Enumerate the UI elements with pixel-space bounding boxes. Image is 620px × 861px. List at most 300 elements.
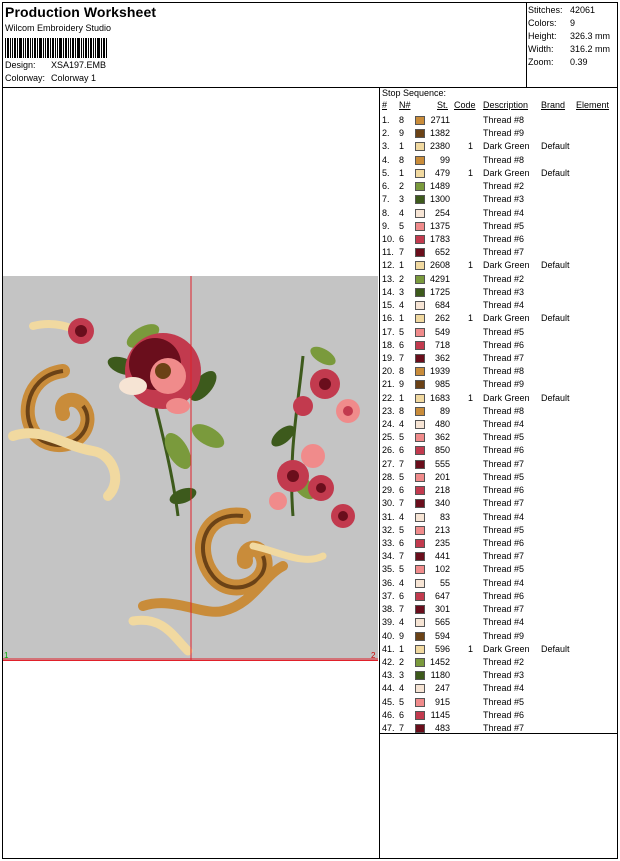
color-swatch	[415, 486, 425, 495]
row-needle: 6	[399, 485, 405, 496]
color-swatch	[415, 632, 425, 641]
stat-label: Colors:	[528, 18, 557, 28]
stats-divider	[526, 2, 527, 87]
stats-panel	[528, 4, 610, 69]
table-row	[382, 484, 618, 497]
row-description: Thread #5	[483, 220, 525, 231]
row-index: 3.	[382, 141, 390, 152]
row-index: 7.	[382, 194, 390, 205]
color-swatch	[415, 354, 425, 363]
row-needle: 4	[399, 207, 405, 218]
row-index: 47.	[382, 723, 395, 734]
row-description: Thread #6	[483, 233, 525, 244]
row-needle: 6	[399, 538, 405, 548]
row-description: Thread #5	[483, 326, 525, 337]
flower-cluster-right	[269, 369, 360, 528]
row-index: 16.	[382, 313, 395, 324]
row-needle: 7	[399, 551, 405, 562]
row-brand: Default	[541, 141, 570, 152]
table-row	[382, 537, 618, 550]
stop-sequence-list	[382, 114, 618, 735]
color-swatch	[415, 618, 425, 627]
row-needle: 3	[399, 194, 405, 205]
table-row	[382, 563, 618, 576]
color-swatch	[415, 142, 425, 151]
table-row	[382, 471, 618, 484]
row-description: Thread #9	[483, 128, 525, 139]
row-stitches: 99	[439, 154, 450, 165]
color-swatch	[415, 446, 425, 455]
row-index: 18.	[382, 339, 395, 350]
table-row	[382, 167, 618, 180]
row-description: Thread #4	[483, 419, 525, 430]
color-swatch	[415, 314, 425, 323]
row-needle: 1	[399, 167, 405, 178]
row-needle: 6	[399, 233, 405, 244]
table-row	[382, 524, 618, 537]
row-stitches: 915	[434, 696, 450, 707]
row-code: 1	[467, 643, 473, 654]
row-description: Thread #4	[483, 577, 525, 588]
color-swatch	[415, 645, 425, 654]
stat-row	[528, 43, 610, 56]
row-stitches: 1375	[429, 220, 450, 231]
row-needle: 8	[399, 405, 405, 416]
color-swatch	[415, 235, 425, 244]
row-stitches: 1452	[429, 656, 450, 667]
color-swatch	[415, 129, 425, 138]
row-description: Thread #8	[483, 154, 525, 165]
row-index: 10.	[382, 233, 395, 244]
table-row	[382, 550, 618, 563]
color-swatch	[415, 724, 425, 733]
row-needle: 6	[399, 709, 405, 720]
table-row	[382, 616, 618, 629]
table-row	[382, 630, 618, 643]
row-stitches: 1300	[429, 194, 450, 205]
row-index: 8.	[382, 207, 390, 218]
color-swatch	[415, 698, 425, 707]
row-index: 41.	[382, 643, 395, 654]
table-row	[382, 722, 618, 735]
row-stitches: 2380	[429, 141, 450, 152]
row-needle: 1	[399, 141, 405, 152]
stat-value: 316.2 mm	[570, 44, 611, 54]
color-swatch	[415, 552, 425, 561]
row-stitches: 684	[434, 300, 450, 311]
table-row	[382, 682, 618, 695]
row-needle: 8	[399, 366, 405, 377]
design-preview	[3, 276, 378, 660]
row-needle: 2	[399, 181, 405, 192]
row-description: Thread #2	[483, 181, 525, 192]
table-row	[382, 127, 618, 140]
row-description: Thread #3	[483, 194, 525, 205]
row-needle: 5	[399, 326, 405, 337]
table-row	[382, 140, 618, 153]
color-swatch	[415, 275, 425, 284]
row-index: 20.	[382, 366, 395, 377]
row-description: Thread #7	[483, 247, 525, 258]
row-index: 15.	[382, 300, 395, 311]
col-stitches: St.	[437, 100, 449, 110]
row-description: Thread #6	[483, 590, 525, 601]
color-swatch	[415, 711, 425, 720]
table-row	[382, 458, 618, 471]
color-swatch	[415, 684, 425, 693]
color-swatch	[415, 420, 425, 429]
row-description: Thread #2	[483, 273, 525, 284]
row-description: Dark Green	[483, 167, 530, 178]
color-swatch	[415, 579, 425, 588]
row-needle: 1	[399, 313, 405, 324]
row-code: 1	[467, 167, 473, 178]
row-description: Thread #5	[483, 696, 525, 707]
row-index: 6.	[382, 181, 390, 192]
table-row	[382, 326, 618, 339]
design-label: Design:	[5, 60, 36, 70]
row-needle: 5	[399, 471, 405, 482]
row-brand: Default	[541, 167, 570, 178]
table-row	[382, 378, 618, 391]
table-row	[382, 207, 618, 220]
color-swatch	[415, 671, 425, 680]
row-index: 43.	[382, 670, 395, 681]
colorway-row	[5, 73, 96, 84]
row-needle: 1	[399, 260, 405, 271]
table-row	[382, 497, 618, 510]
row-needle: 3	[399, 670, 405, 681]
end-marker: 2	[371, 651, 376, 660]
stop-sequence-title: Stop Sequence:	[382, 88, 447, 98]
row-stitches: 483	[434, 723, 450, 734]
row-needle: 7	[399, 352, 405, 363]
stat-row	[528, 30, 610, 43]
row-stitches: 985	[434, 379, 450, 390]
row-stitches: 1939	[429, 366, 450, 377]
row-stitches: 213	[434, 524, 450, 535]
table-row	[382, 299, 618, 312]
header-divider	[2, 87, 618, 88]
row-needle: 2	[399, 273, 405, 284]
column-divider	[379, 87, 380, 859]
row-needle: 4	[399, 683, 405, 694]
color-swatch	[415, 513, 425, 522]
row-needle: 5	[399, 432, 405, 443]
gold-scroll-right	[133, 516, 323, 651]
row-needle: 9	[399, 630, 405, 641]
color-swatch	[415, 394, 425, 403]
row-stitches: 1489	[429, 181, 450, 192]
row-stitches: 441	[434, 551, 450, 562]
row-index: 11.	[382, 247, 394, 258]
row-index: 45.	[382, 696, 395, 707]
row-stitches: 55	[439, 577, 450, 588]
row-description: Thread #4	[483, 683, 525, 694]
row-description: Thread #7	[483, 723, 525, 734]
row-index: 32.	[382, 524, 395, 535]
row-code: 1	[467, 313, 473, 324]
stat-label: Width:	[528, 44, 554, 54]
color-swatch	[415, 367, 425, 376]
start-marker: 1	[4, 651, 9, 660]
color-swatch	[415, 592, 425, 601]
row-needle: 8	[399, 154, 405, 165]
row-stitches: 218	[434, 485, 450, 496]
stat-label: Height:	[528, 31, 557, 41]
row-description: Thread #5	[483, 432, 525, 443]
row-description: Thread #7	[483, 498, 525, 509]
row-description: Thread #7	[483, 352, 525, 363]
row-needle: 7	[399, 604, 405, 615]
row-stitches: 254	[434, 207, 450, 218]
gold-scroll-left	[13, 324, 115, 496]
color-swatch	[415, 565, 425, 574]
color-swatch	[415, 116, 425, 125]
color-swatch	[415, 539, 425, 548]
table-row	[382, 603, 618, 616]
row-stitches: 1145	[430, 709, 450, 720]
row-brand: Default	[541, 260, 570, 271]
color-swatch	[415, 380, 425, 389]
row-needle: 5	[399, 524, 405, 535]
color-swatch	[415, 261, 425, 270]
stat-row	[528, 4, 610, 17]
row-needle: 6	[399, 590, 405, 601]
row-needle: 4	[399, 617, 405, 628]
color-swatch	[415, 341, 425, 350]
stat-label: Zoom:	[528, 57, 554, 67]
table-row	[382, 259, 618, 272]
color-swatch	[415, 288, 425, 297]
row-index: 40.	[382, 630, 395, 641]
row-description: Thread #8	[483, 405, 525, 416]
row-index: 13.	[382, 273, 395, 284]
row-description: Thread #4	[483, 300, 525, 311]
stat-row	[528, 17, 610, 30]
table-row	[382, 669, 618, 682]
row-stitches: 83	[439, 511, 450, 522]
table-row	[382, 418, 618, 431]
design-row	[5, 60, 106, 71]
row-stitches: 1180	[430, 670, 450, 681]
row-index: 34.	[382, 551, 395, 562]
color-swatch	[415, 156, 425, 165]
row-needle: 7	[399, 498, 405, 509]
row-index: 4.	[382, 154, 390, 165]
row-stitches: 549	[434, 326, 450, 337]
color-swatch	[415, 433, 425, 442]
table-row	[382, 180, 618, 193]
row-index: 27.	[382, 458, 395, 469]
row-index: 26.	[382, 445, 395, 456]
row-description: Thread #7	[483, 604, 525, 615]
row-index: 39.	[382, 617, 395, 628]
row-index: 25.	[382, 432, 395, 443]
table-row	[382, 312, 618, 325]
row-index: 12.	[382, 260, 395, 271]
row-index: 21.	[382, 379, 395, 390]
row-stitches: 1683	[429, 392, 450, 403]
row-needle: 3	[399, 286, 405, 297]
row-description: Thread #3	[483, 670, 525, 681]
color-swatch	[415, 195, 425, 204]
table-row	[382, 590, 618, 603]
row-stitches: 647	[434, 590, 450, 601]
row-stitches: 4291	[429, 273, 450, 284]
table-row	[382, 365, 618, 378]
row-index: 46.	[382, 709, 395, 720]
row-description: Thread #4	[483, 511, 525, 522]
table-row	[382, 392, 618, 405]
row-needle: 6	[399, 339, 405, 350]
color-swatch	[415, 526, 425, 535]
row-description: Thread #6	[483, 445, 525, 456]
col-index: #	[382, 100, 388, 110]
row-needle: 7	[399, 723, 405, 734]
color-swatch	[415, 473, 425, 482]
color-swatch	[415, 248, 425, 257]
row-needle: 4	[399, 511, 405, 522]
row-index: 42.	[382, 656, 395, 667]
row-index: 31.	[382, 511, 395, 522]
color-swatch	[415, 499, 425, 508]
table-row	[382, 696, 618, 709]
row-index: 44.	[382, 683, 395, 694]
row-stitches: 1783	[429, 233, 450, 244]
table-row	[382, 233, 618, 246]
table-row	[382, 193, 618, 206]
row-stitches: 652	[434, 247, 450, 258]
row-index: 1.	[382, 115, 390, 125]
row-needle: 8	[399, 115, 405, 125]
row-index: 37.	[382, 590, 395, 601]
table-row	[382, 709, 618, 722]
color-swatch	[415, 222, 425, 231]
row-code: 1	[467, 392, 473, 403]
table-row	[382, 431, 618, 444]
row-stitches: 850	[434, 445, 450, 456]
row-stitches: 102	[434, 564, 450, 575]
table-row	[382, 339, 618, 352]
row-needle: 9	[399, 379, 405, 390]
row-stitches: 1725	[429, 286, 450, 297]
row-description: Thread #9	[483, 379, 525, 390]
row-description: Thread #2	[483, 656, 525, 667]
colorway-value: Colorway 1	[51, 73, 97, 83]
row-index: 2.	[382, 128, 390, 139]
row-description: Thread #5	[483, 524, 525, 535]
table-row	[382, 577, 618, 590]
row-index: 33.	[382, 538, 395, 548]
row-index: 35.	[382, 564, 395, 575]
row-description: Thread #7	[483, 458, 525, 469]
color-swatch	[415, 328, 425, 337]
table-row	[382, 643, 618, 656]
row-description: Thread #5	[483, 471, 525, 482]
row-needle: 7	[399, 247, 405, 258]
row-stitches: 201	[434, 471, 450, 482]
row-index: 17.	[382, 326, 395, 337]
row-index: 36.	[382, 577, 395, 588]
row-description: Thread #9	[483, 630, 525, 641]
row-stitches: 89	[439, 405, 450, 416]
row-stitches: 362	[434, 352, 450, 363]
row-description: Thread #7	[483, 551, 525, 562]
row-stitches: 718	[434, 339, 450, 350]
table-row	[382, 444, 618, 457]
row-stitches: 565	[434, 617, 450, 628]
table-row	[382, 286, 618, 299]
row-code: 1	[467, 141, 473, 152]
row-stitches: 1382	[429, 128, 450, 139]
row-needle: 7	[399, 458, 405, 469]
row-stitches: 247	[434, 683, 450, 694]
row-needle: 4	[399, 577, 405, 588]
stat-row	[528, 56, 610, 69]
row-code: 1	[467, 260, 473, 271]
row-needle: 2	[399, 656, 405, 667]
row-description: Thread #6	[483, 538, 525, 548]
row-index: 29.	[382, 485, 395, 496]
row-stitches: 340	[434, 498, 450, 509]
page-title: Production Worksheet	[5, 4, 157, 20]
row-description: Thread #8	[483, 366, 525, 377]
col-element: Element	[576, 100, 610, 110]
row-index: 28.	[382, 471, 395, 482]
color-swatch	[415, 169, 425, 178]
row-needle: 4	[399, 300, 405, 311]
row-description: Dark Green	[483, 643, 530, 654]
table-row	[382, 114, 618, 127]
row-stitches: 555	[434, 458, 450, 469]
table-row	[382, 154, 618, 167]
software-name: Wilcom Embroidery Studio	[5, 23, 112, 33]
row-index: 30.	[382, 498, 395, 509]
table-row	[382, 246, 618, 259]
row-stitches: 235	[434, 538, 450, 548]
row-needle: 5	[399, 696, 405, 707]
row-needle: 4	[399, 419, 405, 430]
row-description: Dark Green	[483, 260, 530, 271]
row-needle: 9	[399, 128, 405, 139]
embroidery-artwork	[3, 276, 378, 660]
row-index: 14.	[382, 286, 395, 297]
row-stitches: 479	[434, 167, 450, 178]
row-description: Thread #8	[483, 115, 525, 125]
row-stitches: 2608	[429, 260, 450, 271]
row-description: Thread #4	[483, 617, 525, 628]
stat-label: Stitches:	[528, 5, 563, 15]
row-needle: 1	[399, 392, 405, 403]
color-swatch	[415, 658, 425, 667]
row-stitches: 301	[434, 604, 450, 615]
barcode	[5, 38, 108, 58]
row-needle: 5	[399, 564, 405, 575]
row-description: Dark Green	[483, 141, 530, 152]
row-index: 38.	[382, 604, 395, 615]
color-swatch	[415, 182, 425, 191]
color-swatch	[415, 460, 425, 469]
row-description: Dark Green	[483, 313, 530, 324]
color-swatch	[415, 407, 425, 416]
row-needle: 6	[399, 445, 405, 456]
stat-value: 0.39	[570, 57, 588, 67]
row-brand: Default	[541, 313, 570, 324]
table-row	[382, 273, 618, 286]
row-brand: Default	[541, 392, 570, 403]
table-row	[382, 405, 618, 418]
